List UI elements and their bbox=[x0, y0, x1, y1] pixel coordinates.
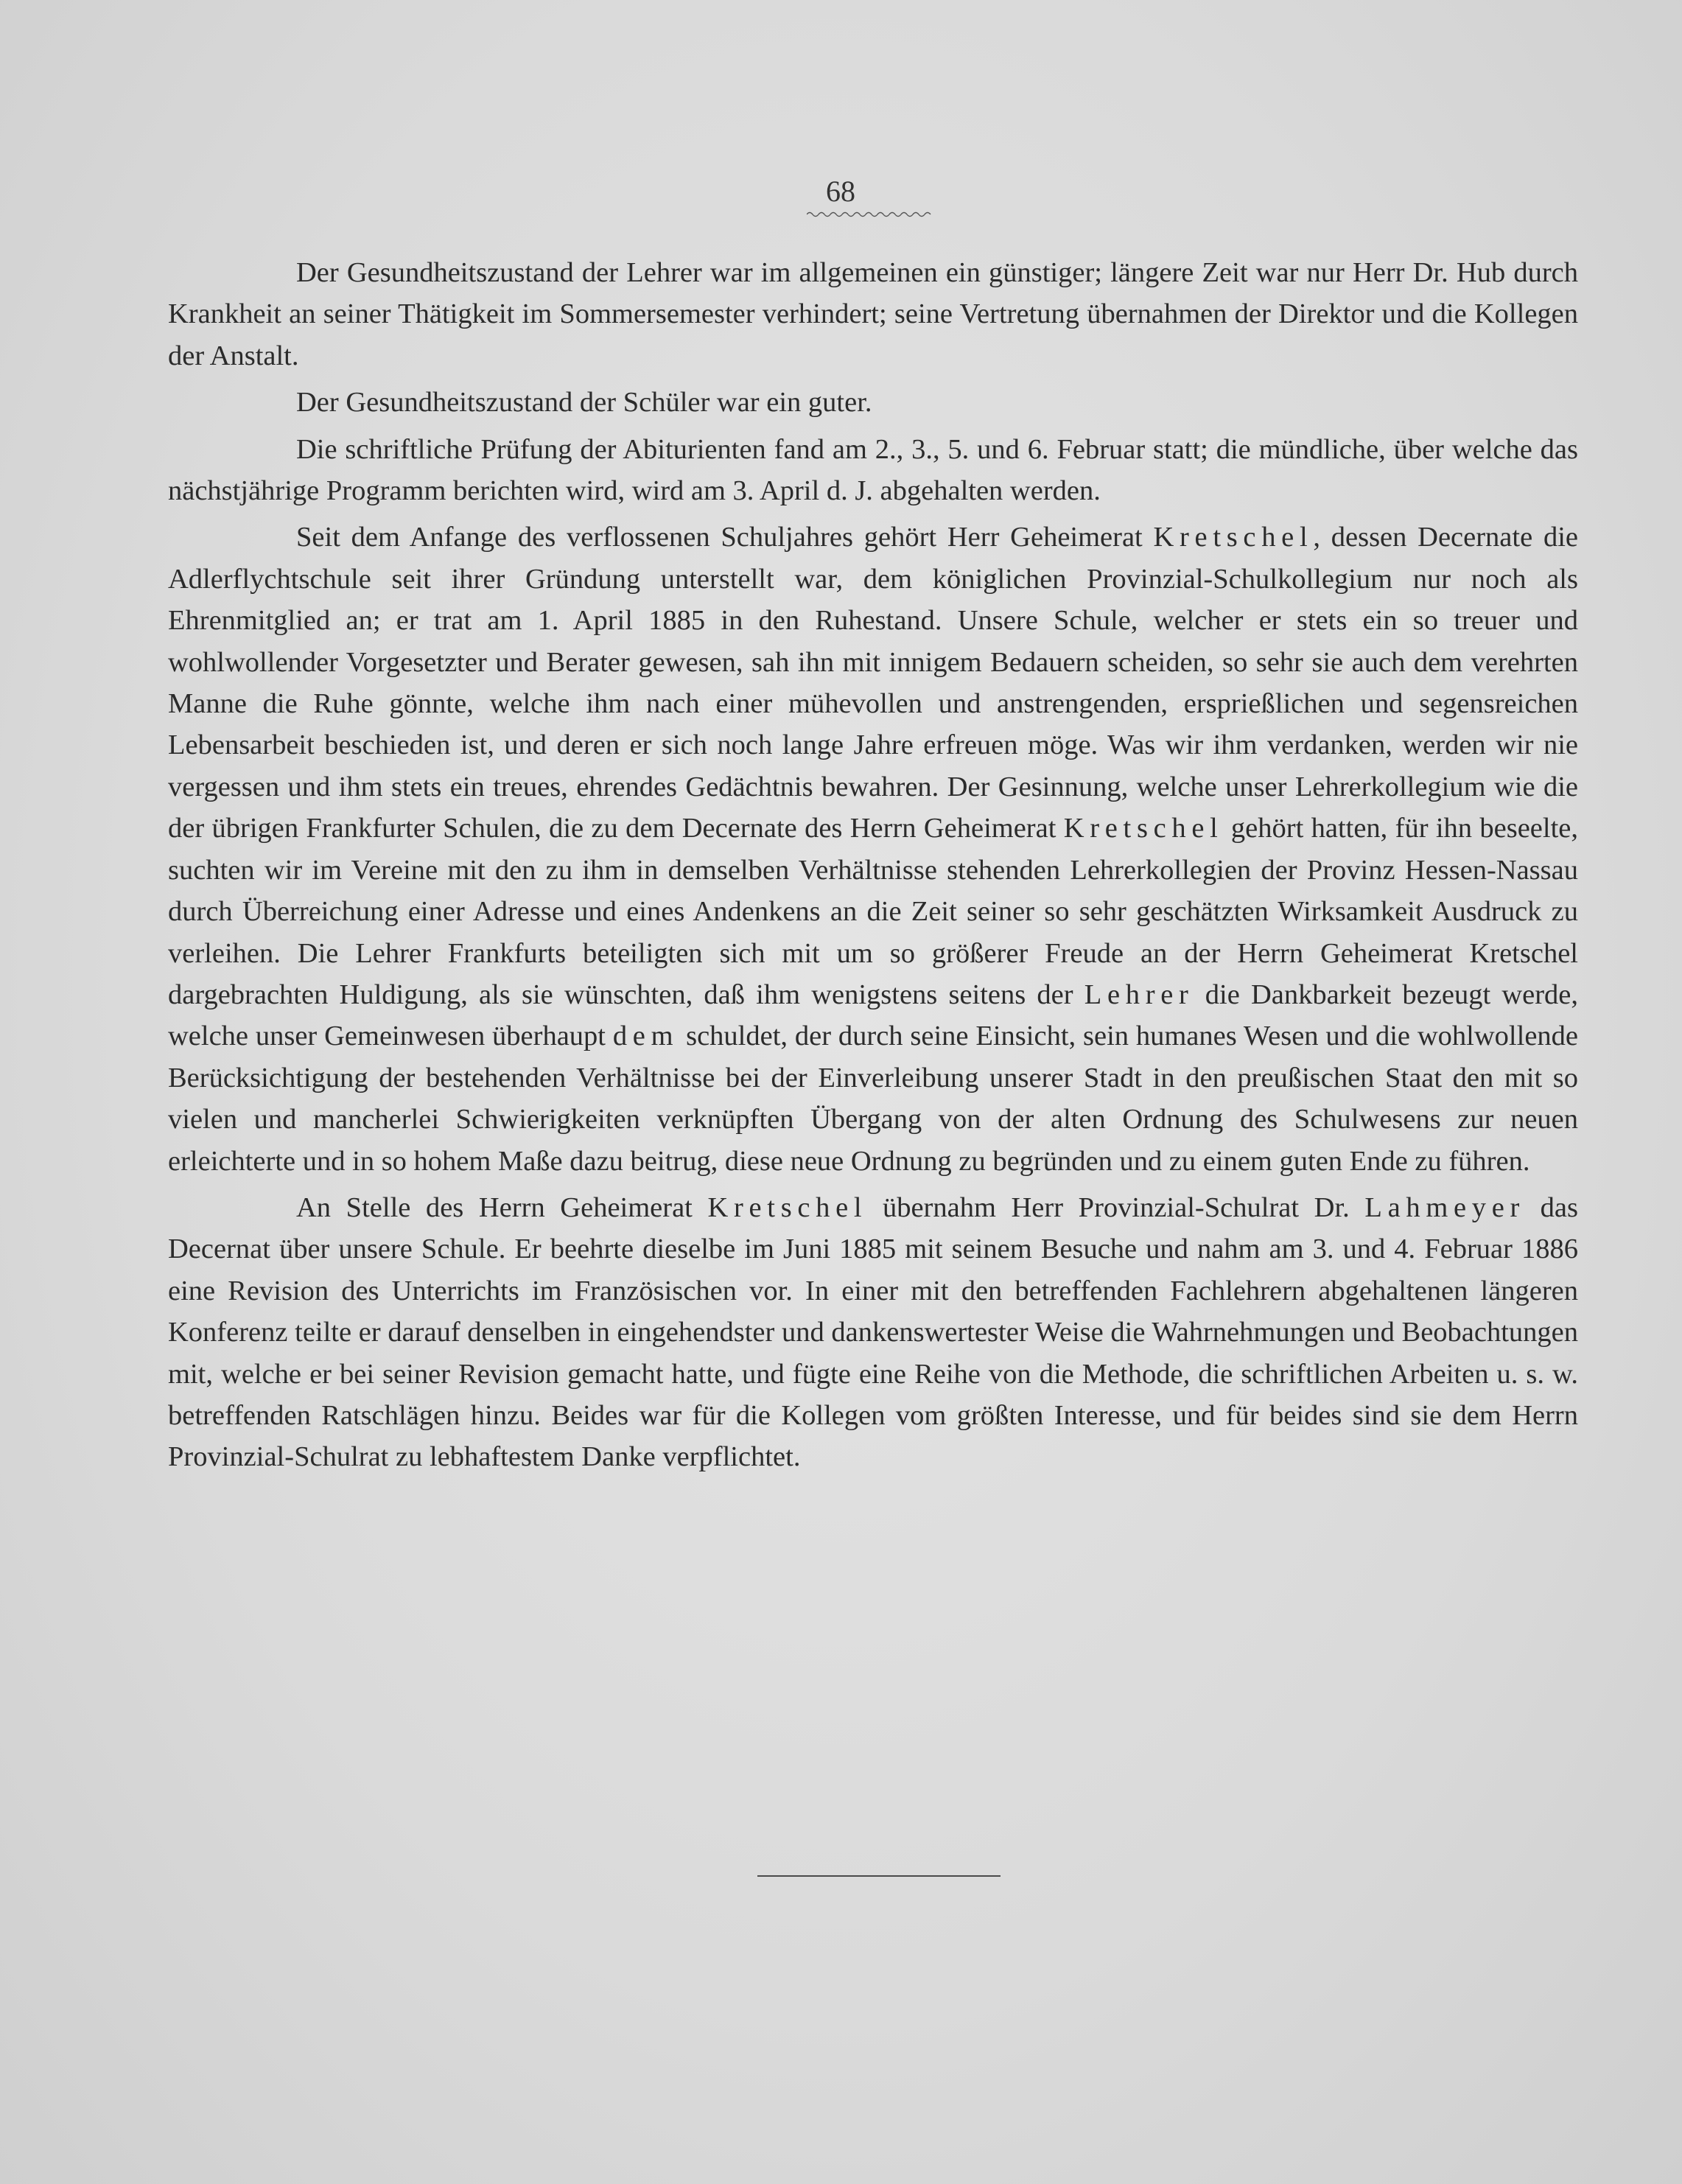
text-segment: die Dankbarkeit bezeugt werde, welche unser Gemeinwesen überhaupt bbox=[168, 979, 1578, 1052]
paragraph-lahmeyer bbox=[168, 1187, 1578, 1478]
text-segment: An Stelle des Herrn Geheimerat bbox=[296, 1191, 708, 1223]
text-segment: gehört hatten, für ihn beseelte, suchten wir im Vereine mit den zu ihm in demselben Verhältnisse stehenden Lehrerkollegien der Provinz Hessen-Nassau durch Überreichung einer Adresse und eines Andenkens an die Zeit seiner so sehr geschätzten Wirksamkeit Ausdruck zu verleihen. Die Lehrer Frankfurts beteiligten sich mit um so größerer Freude an der Herrn Geheimerat Kretschel dargebrachten Huldigung, als sie wünschten, daß ihm wenigstens seitens der bbox=[168, 813, 1578, 1010]
spaced-name: Lahmeyer bbox=[1364, 1191, 1526, 1223]
paragraph-teacher-health: Der Gesundheitszustand der Lehrer war im allgemeinen ein günstiger; längere Zeit war nur Herr Dr. Hub durch Krankheit an seiner Thätigkeit im Sommersemester verhindert; seine Vertretung übernahmen der Direktor und die Kollegen der Anstalt. bbox=[168, 257, 1578, 371]
text-segment: übernahm Herr Provinzial-Schulrat Dr. bbox=[867, 1191, 1365, 1223]
body-text bbox=[168, 252, 1578, 1478]
text-segment: Seit dem Anfange des verflossenen Schuljahres gehört Herr Geheimerat bbox=[296, 522, 1154, 553]
page-number: 68 bbox=[826, 175, 855, 208]
paragraph-exam: Die schriftliche Prüfung der Abiturienten fand am 2., 3., 5. und 6. Februar statt; die mündliche, über welche das nächstjährige Programm berichten wird, wird am 3. April d. J. abgehalten werden. bbox=[168, 433, 1578, 507]
page-number-ornament bbox=[807, 211, 932, 218]
paragraph-student-health: Der Gesundheitszustand der Schüler war ein guter. bbox=[296, 387, 872, 419]
text-segment: schuldet, der durch seine Einsicht, sein humanes Wesen und die wohlwollende Berücksichtigung der bestehenden Verhältnisse bei der Einverleibung unserer Stadt in den preußischen Staat den mit so vielen und mancherlei Schwierigkeiten verknüpften Übergang von der alten Ordnung des Schulwesens zur neuen erleichterte und in so hohem Maße dazu beitrug, diese neue Ordnung zu begründen und zu einem guten Ende zu führen. bbox=[168, 1021, 1578, 1177]
spaced-name: Kretschel bbox=[1153, 522, 1314, 553]
paragraph-kretschel-retirement bbox=[168, 517, 1578, 1182]
spaced-name: Kretschel bbox=[707, 1191, 868, 1223]
closing-rule bbox=[757, 1875, 1001, 1877]
spaced-name: Kretschel bbox=[1063, 813, 1224, 844]
text-segment: das Decernat über unsere Schule. Er beehrte dieselbe im Juni 1885 mit seinem Besuche und nahm am 3. und 4. Februar 1886 eine Revision des Unterrichts im Französischen vor. In einer mit den betreffenden Fachlehrern abgehaltenen längeren Konferenz teilte er darauf denselben in eingehendster und dankenswertester Weise die Wahrnehmungen und Beobachtungen mit, welche er bei seiner Revision gemacht hatte, und fügte eine Reihe von die Methode, die schriftlichen Arbeiten u. s. w. betreffenden Ratschlägen hinzu. Beides war für die Kollegen vom größten Interesse, und für beides sind sie dem Herrn Provinzial-Schulrat zu lebhaftestem Danke verpflichtet. bbox=[168, 1191, 1579, 1473]
text-segment: , dessen Decernate die Adlerflychtschule seit ihrer Gründung unterstellt war, dem königlichen Provinzial-Schulkollegium nur noch als Ehrenmitglied an; er trat am 1. April 1885 in den Ruhestand. Unsere Schule, welcher er stets ein so treuer und wohlwollender Vorgesetzter und Berater gewesen, sah ihn mit innigem Bedauern scheiden, so sehr sie auch dem verehrten Manne die Ruhe gönnte, welche ihm nach einer mühevollen und anstrengenden, ersprießlichen und segensreichen Lebensarbeit beschieden ist, und deren er sich noch lange Jahre erfreuen möge. Was wir ihm verdanken, werden wir nie vergessen und ihm stets ein treues, ehrendes Gedächtnis bewahren. Der Gesinnung, welche unser Lehrerkollegium wie die der übrigen Frankfurter Schulen, die zu dem Decernate des Herrn Geheimerat bbox=[168, 522, 1578, 844]
spaced-word: Lehrer bbox=[1084, 979, 1194, 1010]
spaced-word: dem bbox=[612, 1021, 679, 1052]
